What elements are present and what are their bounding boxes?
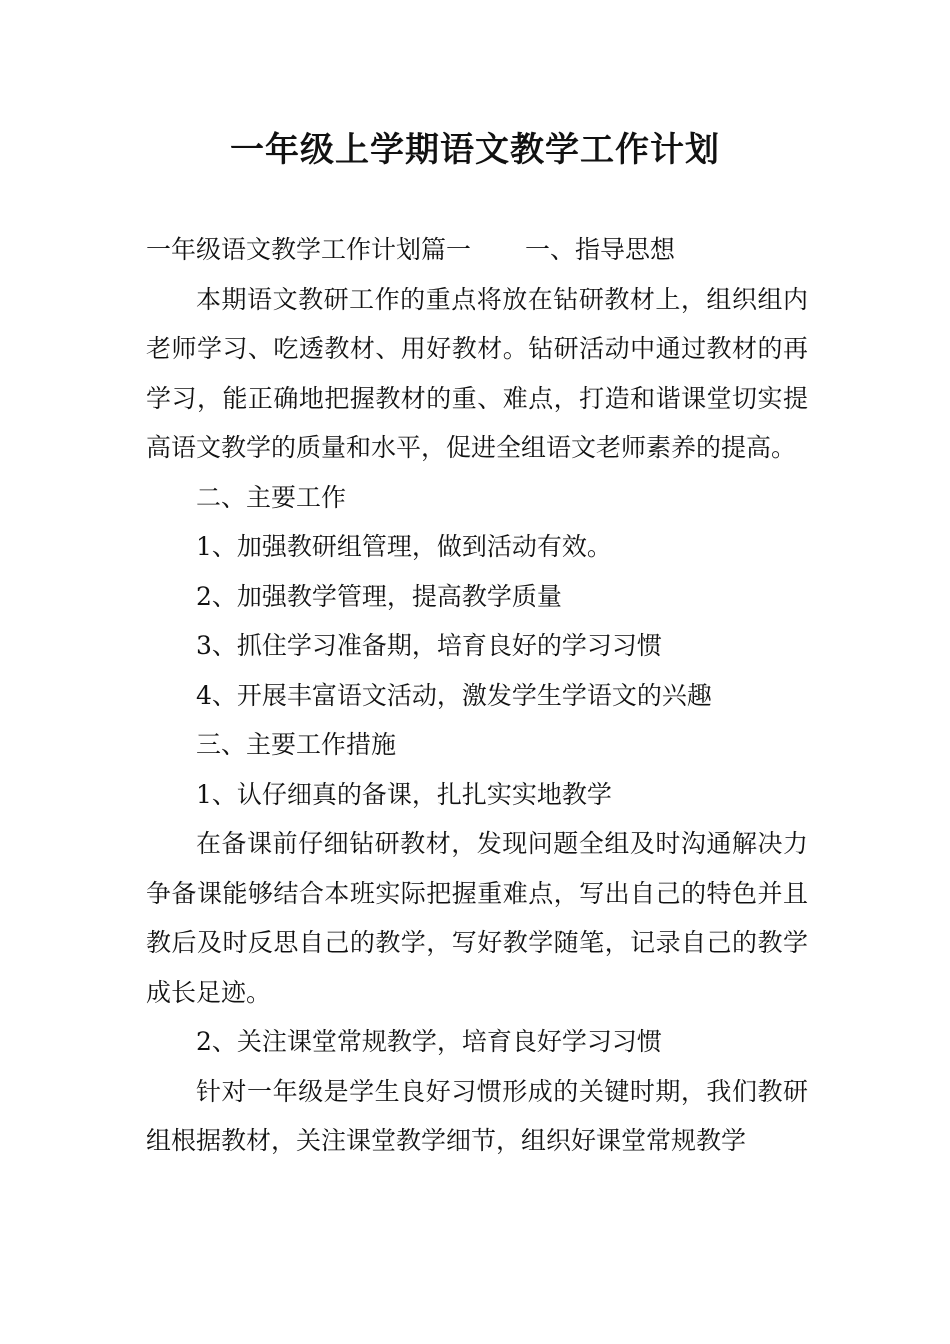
list-item: 2、关注课堂常规教学，培育良好学习习惯 <box>196 1027 662 1056</box>
paragraph: 在备课前仔细钻研教材，发现问题全组及时沟通解决力争备课能够结合本班实际把握重难点，写出自己的特色并且教后及时反思自己的教学，写好教学随笔，记录自己的教学成长足迹。 <box>146 829 808 1007</box>
list-item: 2、加强教学管理，提高教学质量 <box>196 581 562 611</box>
section-heading-measures: 三、主要工作措施 <box>196 730 397 759</box>
list-item: 1、加强教研组管理，做到活动有效。 <box>196 532 612 561</box>
section-heading-main-work: 二、主要工作 <box>196 482 347 512</box>
paragraph: 针对一年级是学生良好习惯形成的关键时期，我们教研组根据教材，关注课堂教学细节，组织好课堂常规教学 <box>146 1076 808 1155</box>
section-heading-line <box>146 225 808 275</box>
plan-heading: 一年级语文教学工作计划篇一 <box>146 235 472 264</box>
list-item: 4、开展丰富语文活动，激发学生学语文的兴趣 <box>196 680 712 710</box>
section-heading-guiding-thought: 一、指导思想 <box>525 235 676 264</box>
paragraph: 本期语文教研工作的重点将放在钻研教材上，组织组内老师学习、吃透教材、用好教材。钻研活动中通过教材的再学习，能正确地把握教材的重、难点，打造和谐课堂切实提高语文教学的质量和水平，促进全组语文老师素养的提高。 <box>146 284 808 462</box>
document-body <box>146 225 808 1166</box>
list-item: 3、抓住学习准备期，培育良好的学习习惯 <box>196 631 662 660</box>
document-title: 一年级上学期语文教学工作计划 <box>230 130 720 170</box>
list-item: 1、认仔细真的备课，扎扎实实地教学 <box>196 779 612 809</box>
